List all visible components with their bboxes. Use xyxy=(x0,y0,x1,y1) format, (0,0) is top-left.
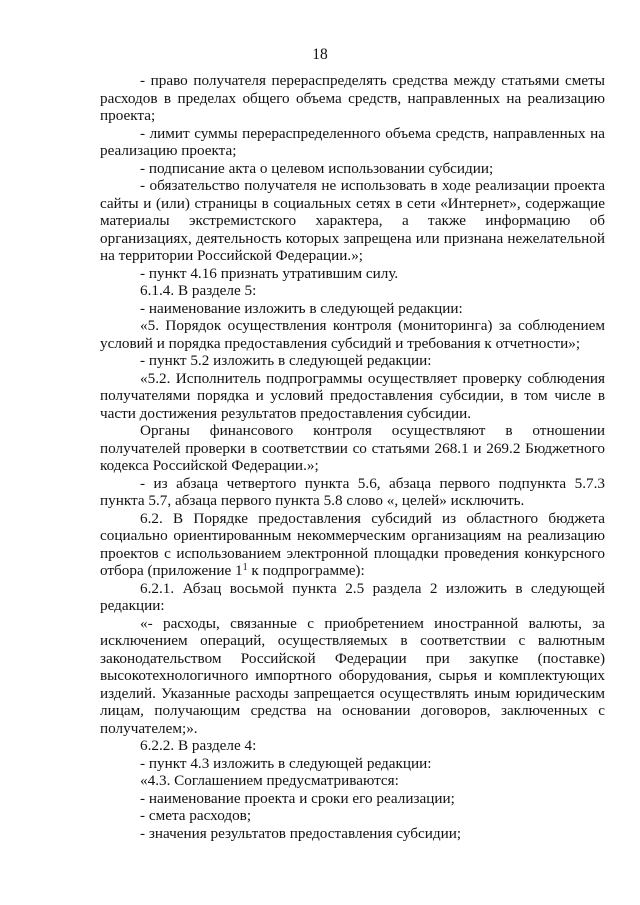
paragraph: - наименование изложить в следующей редакции: xyxy=(140,299,463,317)
document-body xyxy=(100,72,605,842)
paragraph-text: 6.2. В Порядке предоставления субсидий из областного бюджета социально ориентированным некоммерческим организациям на реализацию проектов с использованием электронной площадки проведения конкурсного отбора (приложение 1 xyxy=(100,509,605,579)
paragraph-with-superscript xyxy=(100,510,605,580)
paragraph: 6.2.1. Абзац восьмой пункта 2.5 раздела 2 изложить в следующей редакции: xyxy=(100,579,605,614)
paragraph: - из абзаца четвертого пункта 5.6, абзаца первого подпункта 5.7.3 пункта 5.7, абзаца первого пункта 5.8 слово «, целей» исключить. xyxy=(100,474,605,509)
paragraph: - наименование проекта и сроки его реализации; xyxy=(140,789,455,807)
paragraph: 6.1.4. В разделе 5: xyxy=(140,282,257,299)
paragraph: - пункт 4.16 признать утратившим силу. xyxy=(140,264,399,282)
paragraph: - подписание акта о целевом использовании субсидии; xyxy=(140,159,494,177)
paragraph-text-tail: к подпрограмме): xyxy=(247,562,365,579)
paragraph: «5.2. Исполнитель подпрограммы осуществляет проверку соблюдения получателями порядка и условий предоставления субсидии, в том числе в части достижения результатов предоставления субсидии. xyxy=(100,369,605,422)
superscript: 1 xyxy=(242,562,248,573)
paragraph: - обязательство получателя не использовать в ходе реализации проекта сайты и (или) страницы в социальных сетях в сети «Интернет», содержащие материалы экстремистского характера, а также информацию об организациях, деятельность которых запрещена или признана нежелательной на территории Российской Федерации.»; xyxy=(100,177,605,264)
paragraph: «5. Порядок осуществления контроля (мониторинга) за соблюдением условий и порядка предоставления субсидий и требования к отчетности»; xyxy=(100,317,605,352)
paragraph: 6.2.2. В разделе 4: xyxy=(140,737,257,754)
paragraph: - значения результатов предоставления субсидии; xyxy=(140,824,462,842)
paragraph: - смета расходов; xyxy=(140,807,252,824)
paragraph: - пункт 5.2 изложить в следующей редакции: xyxy=(140,352,432,369)
page-number: 18 xyxy=(312,46,328,63)
paragraph: - лимит суммы перераспределенного объема средств, направленных на реализацию проекта; xyxy=(100,124,605,159)
paragraph: Органы финансового контроля осуществляют в отношении получателей проверки в соответствии со статьями 268.1 и 269.2 Бюджетного кодекса Российской Федерации.»; xyxy=(100,422,605,474)
paragraph: - пункт 4.3 изложить в следующей редакции: xyxy=(140,754,432,772)
paragraph: «4.3. Соглашением предусматриваются: xyxy=(140,772,399,789)
paragraph: «- расходы, связанные с приобретением иностранной валюты, за исключением операций, осуществляемых в соответствии с валютным законодательством Российской Федерации при закупке (поставке) высокотехнологичного импортного оборудования, сырья и комплектующих изделий. Указанные расходы запрещается осуществлять иным юридическим лицам, получающим средства на основании договоров, заключенных с получателем;». xyxy=(100,614,605,737)
paragraph: - право получателя перераспределять средства между статьями сметы расходов в пределах общего объема средств, направленных на реализацию проекта; xyxy=(100,72,605,124)
